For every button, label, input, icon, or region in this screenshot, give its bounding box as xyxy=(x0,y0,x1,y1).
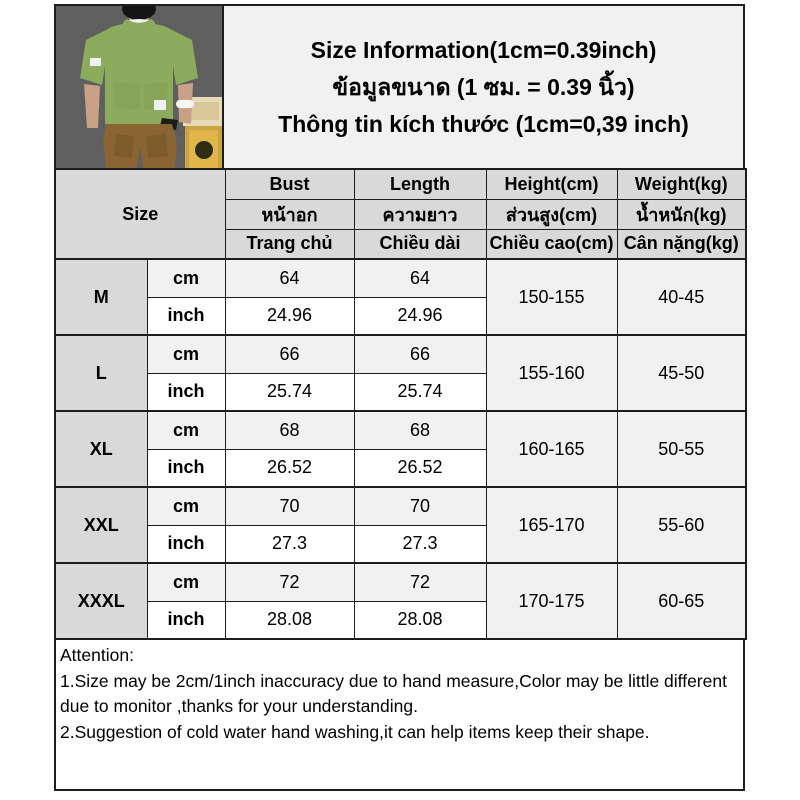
bust-inch: 25.74 xyxy=(225,373,354,411)
bust-inch: 28.08 xyxy=(225,601,354,639)
unit-inch: inch xyxy=(147,601,225,639)
header-row-en xyxy=(55,169,746,199)
row-l-cm xyxy=(55,335,746,373)
size-header-cell: Size xyxy=(55,169,225,259)
size-label: XXL xyxy=(55,487,147,563)
col-weight-vi: Cân nặng(kg) xyxy=(617,229,746,259)
height-range: 150-155 xyxy=(486,259,617,335)
top-block xyxy=(54,4,745,170)
hem-label xyxy=(154,100,166,110)
bust-inch: 27.3 xyxy=(225,525,354,563)
weight-range: 55-60 xyxy=(617,487,746,563)
weight-range: 45-50 xyxy=(617,335,746,411)
col-length-en: Length xyxy=(354,169,486,199)
length-cm: 64 xyxy=(354,259,486,297)
length-inch: 28.08 xyxy=(354,601,486,639)
length-cm: 66 xyxy=(354,335,486,373)
col-bust-th: หน้าอก xyxy=(225,199,354,229)
sleeve-label xyxy=(90,58,101,66)
size-table xyxy=(54,168,747,640)
bust-cm: 66 xyxy=(225,335,354,373)
bust-inch: 26.52 xyxy=(225,449,354,487)
attention-box xyxy=(54,638,745,791)
row-m-cm xyxy=(55,259,746,297)
length-inch: 27.3 xyxy=(354,525,486,563)
watch xyxy=(176,100,194,108)
title-th: ข้อมูลขนาด (1 ซม. = 0.39 นิ้ว) xyxy=(332,73,635,100)
size-label: XXXL xyxy=(55,563,147,639)
model-illustration xyxy=(56,6,222,168)
length-cm: 68 xyxy=(354,411,486,449)
size-info-sheet xyxy=(54,4,745,791)
attention-heading: Attention: xyxy=(60,645,134,665)
col-bust-vi: Trang chủ xyxy=(225,229,354,259)
bust-inch: 24.96 xyxy=(225,297,354,335)
size-info-title xyxy=(222,4,745,170)
col-bust-en: Bust xyxy=(225,169,354,199)
bust-cm: 70 xyxy=(225,487,354,525)
unit-cm: cm xyxy=(147,411,225,449)
height-range: 155-160 xyxy=(486,335,617,411)
length-inch: 26.52 xyxy=(354,449,486,487)
weight-range: 60-65 xyxy=(617,563,746,639)
unit-cm: cm xyxy=(147,335,225,373)
col-weight-en: Weight(kg) xyxy=(617,169,746,199)
size-label: L xyxy=(55,335,147,411)
unit-inch: inch xyxy=(147,297,225,335)
height-range: 170-175 xyxy=(486,563,617,639)
height-range: 165-170 xyxy=(486,487,617,563)
unit-inch: inch xyxy=(147,449,225,487)
size-label: XL xyxy=(55,411,147,487)
length-cm: 70 xyxy=(354,487,486,525)
length-cm: 72 xyxy=(354,563,486,601)
unit-inch: inch xyxy=(147,373,225,411)
length-inch: 25.74 xyxy=(354,373,486,411)
length-inch: 24.96 xyxy=(354,297,486,335)
col-weight-th: น้ำหนัก(kg) xyxy=(617,199,746,229)
table-header xyxy=(55,169,746,259)
attention-item-2: 2.Suggestion of cold water hand washing,it can help items keep their shape. xyxy=(60,721,650,742)
row-xl-cm xyxy=(55,411,746,449)
col-length-vi: Chiều dài xyxy=(354,229,486,259)
unit-cm: cm xyxy=(147,487,225,525)
row-xxxl-cm xyxy=(55,563,746,601)
row-xxl-cm xyxy=(55,487,746,525)
title-en: Size Information(1cm=0.39inch) xyxy=(310,36,657,63)
weight-range: 40-45 xyxy=(617,259,746,335)
col-height-en: Height(cm) xyxy=(486,169,617,199)
bust-cm: 68 xyxy=(225,411,354,449)
title-vi: Thông tin kích thước (1cm=0,39 inch) xyxy=(278,110,689,137)
size-label: M xyxy=(55,259,147,335)
height-range: 160-165 xyxy=(486,411,617,487)
col-length-th: ความยาว xyxy=(354,199,486,229)
bust-cm: 64 xyxy=(225,259,354,297)
attention-item-1: 1.Size may be 2cm/1inch inaccuracy due to hand measure,Color may be little different due to monitor ,thanks for your understanding. xyxy=(60,670,727,716)
bust-cm: 72 xyxy=(225,563,354,601)
unit-inch: inch xyxy=(147,525,225,563)
col-height-th: ส่วนสูง(cm) xyxy=(486,199,617,229)
weight-range: 50-55 xyxy=(617,411,746,487)
unit-cm: cm xyxy=(147,563,225,601)
product-photo xyxy=(54,4,224,170)
unit-cm: cm xyxy=(147,259,225,297)
table-body xyxy=(55,259,746,639)
col-height-vi: Chiều cao(cm) xyxy=(486,229,617,259)
pocket-left xyxy=(114,82,140,110)
